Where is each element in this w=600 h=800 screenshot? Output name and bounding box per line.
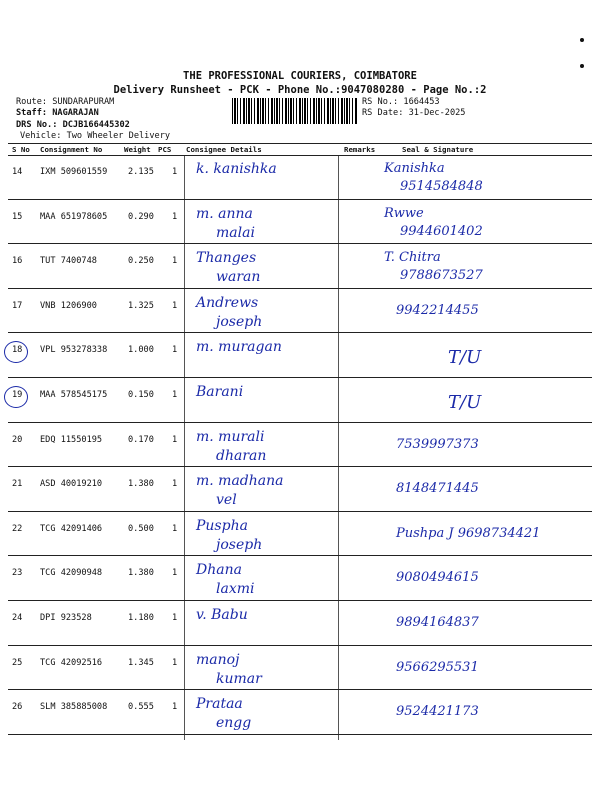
weight: 0.170 [128, 434, 154, 445]
consignee-handwriting: Barani [196, 384, 244, 400]
barcode [232, 98, 358, 124]
consignee-handwriting: Andrews [196, 294, 259, 311]
col-pcs: PCS [158, 145, 172, 154]
serial-number: 18 [12, 345, 23, 356]
serial-number: 24 [12, 613, 23, 623]
consignment-number: TCG 42092516 [40, 657, 103, 668]
col-consignee: Consignee Details [186, 145, 262, 154]
route: Route: SUNDARAPURAM [16, 97, 115, 107]
weight: 0.500 [128, 523, 154, 534]
pieces: 1 [172, 211, 178, 222]
consignee-handwriting: waran [216, 269, 261, 286]
consignee-handwriting: m. muragan [196, 339, 282, 356]
consignment-number: IXM 509601559 [40, 167, 108, 177]
rs-date: RS Date: 31-Dec-2025 [362, 108, 466, 118]
serial-number: 16 [12, 256, 23, 267]
consignee-handwriting: joseph [216, 313, 263, 330]
consignment-number: MAA 651978605 [40, 211, 108, 222]
weight: 1.000 [128, 345, 154, 356]
drs-number: DRS No.: DCJB166445302 [16, 120, 130, 130]
consignee-handwriting: v. Babu [196, 607, 248, 623]
consignment-number: VPL 953278338 [40, 345, 108, 356]
recipient-signature: Kanishka [384, 161, 445, 176]
pieces: 1 [172, 613, 178, 623]
consignee-handwriting: Puspha [196, 517, 248, 534]
consignment-number: EDQ 11550195 [40, 434, 103, 445]
pieces: 1 [172, 300, 178, 311]
consignee-handwriting: m. anna [196, 205, 253, 222]
col-weight: Weight [124, 145, 151, 154]
pieces: 1 [172, 568, 178, 579]
weight: 1.325 [128, 300, 154, 311]
vehicle: Vehicle: Two Wheeler Delivery [20, 131, 171, 141]
consignment-number: DPI 923528 [40, 613, 92, 623]
recipient-signature: 9788673527 [400, 268, 483, 284]
recipient-signature: T. Chitra [384, 250, 441, 266]
col-remarks: Remarks [344, 145, 376, 154]
weight: 1.345 [128, 657, 154, 668]
col-seal-signature: Seal & Signature [402, 145, 474, 154]
pieces: 1 [172, 167, 178, 177]
recipient-signature: 8148471445 [396, 481, 479, 497]
weight: 1.180 [128, 613, 154, 623]
col-sno: S No [12, 145, 30, 154]
recipient-signature: 9894164837 [396, 615, 479, 630]
consignment-number: VNB 1206900 [40, 300, 97, 311]
pieces: 1 [172, 702, 178, 713]
consignee-handwriting: laxmi [216, 581, 255, 598]
weight: 0.290 [128, 211, 154, 222]
pieces: 1 [172, 657, 178, 668]
rs-number: RS No.: 1664453 [362, 97, 440, 107]
recipient-signature: 7539997373 [396, 436, 479, 452]
weight: 0.150 [128, 390, 154, 400]
consignment-number: SLM 385885008 [40, 702, 108, 713]
serial-number: 20 [12, 434, 23, 445]
staff: Staff: NAGARAJAN [16, 108, 99, 118]
consignee-handwriting: vel [216, 492, 237, 509]
serial-number: 15 [12, 211, 23, 222]
consignee-handwriting: Dhana [196, 562, 242, 579]
consignee-handwriting: kumar [216, 670, 262, 687]
recipient-signature: Pushpa J 9698734421 [396, 525, 541, 541]
consignee-handwriting: Prataa [196, 696, 243, 713]
recipient-signature: Rwwe [384, 205, 424, 221]
consignee-handwriting: m. murali [196, 428, 265, 445]
consignment-number: TUT 7400748 [40, 256, 97, 267]
recipient-signature: T/U [448, 392, 482, 413]
serial-number: 14 [12, 167, 23, 177]
pieces: 1 [172, 256, 178, 267]
weight: 0.555 [128, 702, 154, 713]
consignment-number: MAA 578545175 [40, 390, 108, 400]
consignment-number: ASD 40019210 [40, 479, 103, 490]
table-row [0, 690, 600, 742]
consignee-handwriting: malai [216, 224, 255, 241]
pieces: 1 [172, 479, 178, 490]
consignee-handwriting: engg [216, 715, 252, 732]
serial-number: 19 [12, 390, 23, 400]
recipient-signature: T/U [448, 347, 482, 369]
weight: 2.135 [128, 167, 154, 177]
pieces: 1 [172, 345, 178, 356]
serial-number: 26 [12, 702, 23, 713]
serial-number: 17 [12, 300, 23, 311]
consignee-handwriting: Thanges [196, 250, 257, 267]
pieces: 1 [172, 523, 178, 534]
weight: 1.380 [128, 479, 154, 490]
consignee-handwriting: joseph [216, 536, 263, 553]
serial-number: 21 [12, 479, 23, 490]
consignee-handwriting: manoj [196, 651, 240, 668]
pieces: 1 [172, 434, 178, 445]
header-rule-top [8, 143, 592, 144]
recipient-signature: 9080494615 [396, 570, 479, 586]
punch-hole [580, 64, 584, 68]
runsheet-subtitle: Delivery Runsheet - PCK - Phone No.:9047080280 - Page No.:2 [113, 84, 487, 96]
weight: 1.380 [128, 568, 154, 579]
col-consignment: Consignment No [40, 145, 103, 154]
consignment-number: TCG 42090948 [40, 568, 103, 579]
serial-number: 25 [12, 657, 23, 668]
recipient-signature: 9942214455 [396, 302, 479, 318]
consignee-handwriting: m. madhana [196, 473, 284, 490]
serial-number: 22 [12, 523, 23, 534]
recipient-signature: 9944601402 [400, 223, 483, 239]
punch-hole [580, 38, 584, 42]
recipient-signature: 9524421173 [396, 704, 479, 720]
serial-number: 23 [12, 568, 23, 579]
company-title: THE PROFESSIONAL COURIERS, COIMBATORE [183, 70, 417, 82]
consignee-handwriting: dharan [216, 447, 267, 464]
recipient-signature: 9514584848 [400, 179, 483, 194]
recipient-signature: 9566295531 [396, 659, 479, 675]
consignment-number: TCG 42091406 [40, 523, 103, 534]
weight: 0.250 [128, 256, 154, 267]
row-divider [8, 734, 592, 735]
pieces: 1 [172, 390, 178, 400]
consignee-handwriting: k. kanishka [196, 161, 277, 177]
